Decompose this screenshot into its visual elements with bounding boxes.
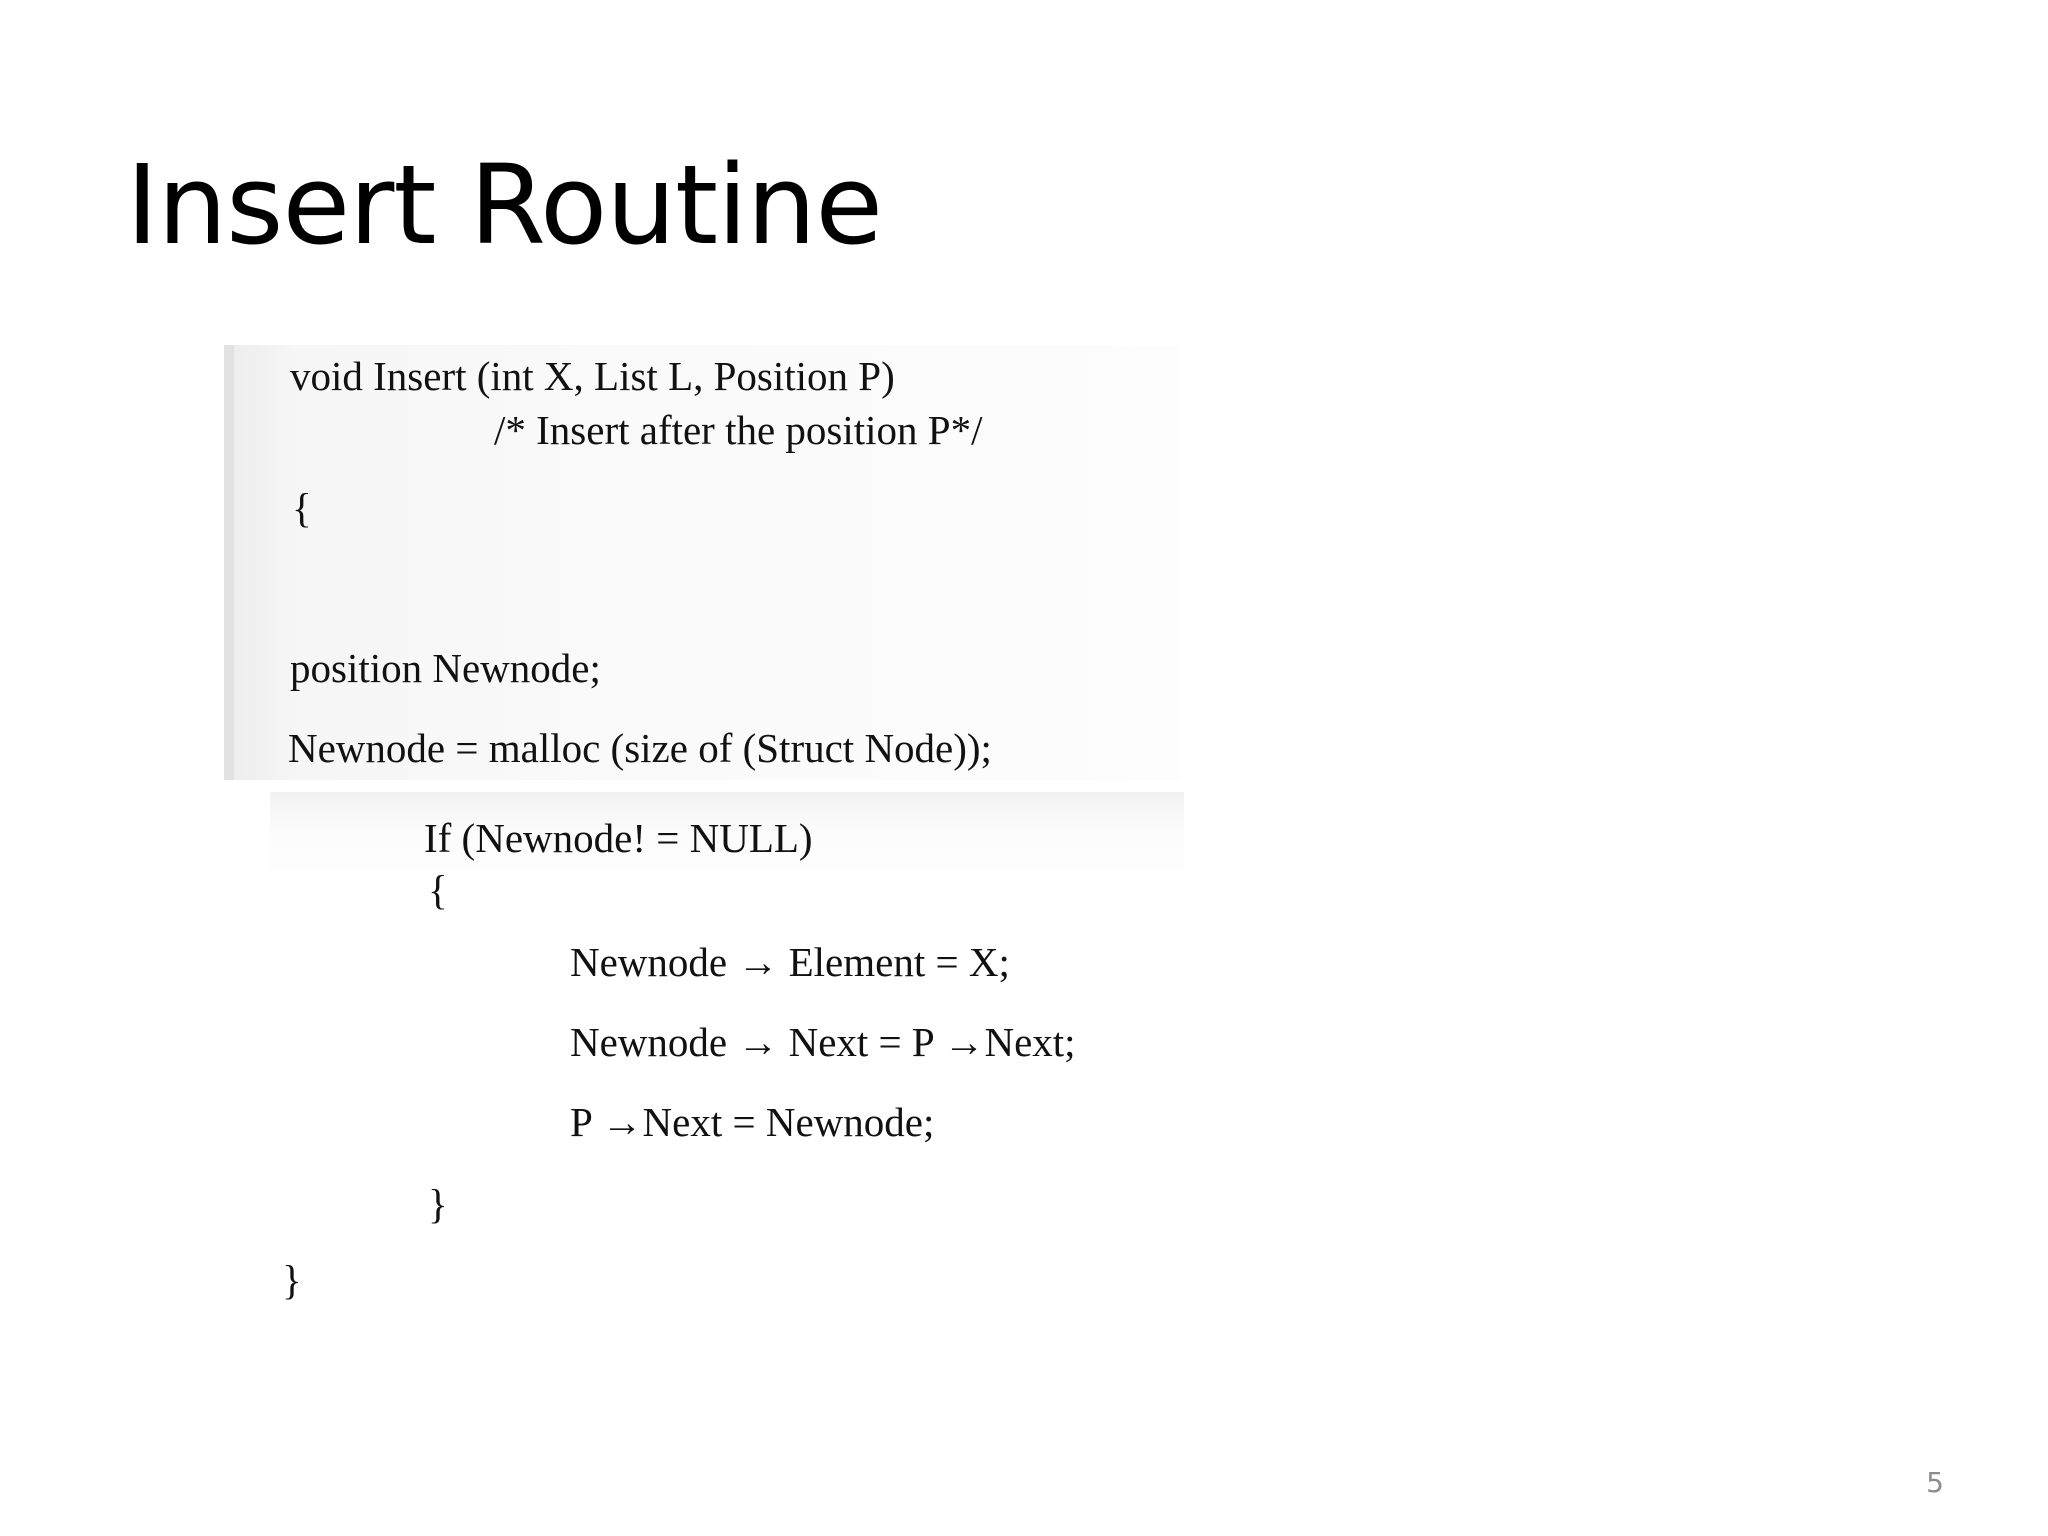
code-assign-element: Newnode → Element = X; [570,939,1010,985]
page-number: 5 [1926,1466,1944,1499]
code-assign-next: Newnode → Next = P →Next; [570,1019,1076,1065]
code-if-open-brace: { [428,867,448,913]
code-if-close-brace: } [428,1181,448,1227]
code-link-node: P →Next = Newnode; [570,1099,935,1145]
code-comment: /* Insert after the position P*/ [494,407,983,453]
code-signature: void Insert (int X, List L, Position P) [290,353,895,399]
slide-title: Insert Routine [126,141,883,269]
code-allocation: Newnode = malloc (size of (Struct Node)); [288,725,992,771]
code-declaration: position Newnode; [290,645,601,691]
code-open-brace: { [292,485,312,531]
code-close-brace: } [282,1257,302,1303]
code-if-condition: If (Newnode! = NULL) [424,815,813,861]
